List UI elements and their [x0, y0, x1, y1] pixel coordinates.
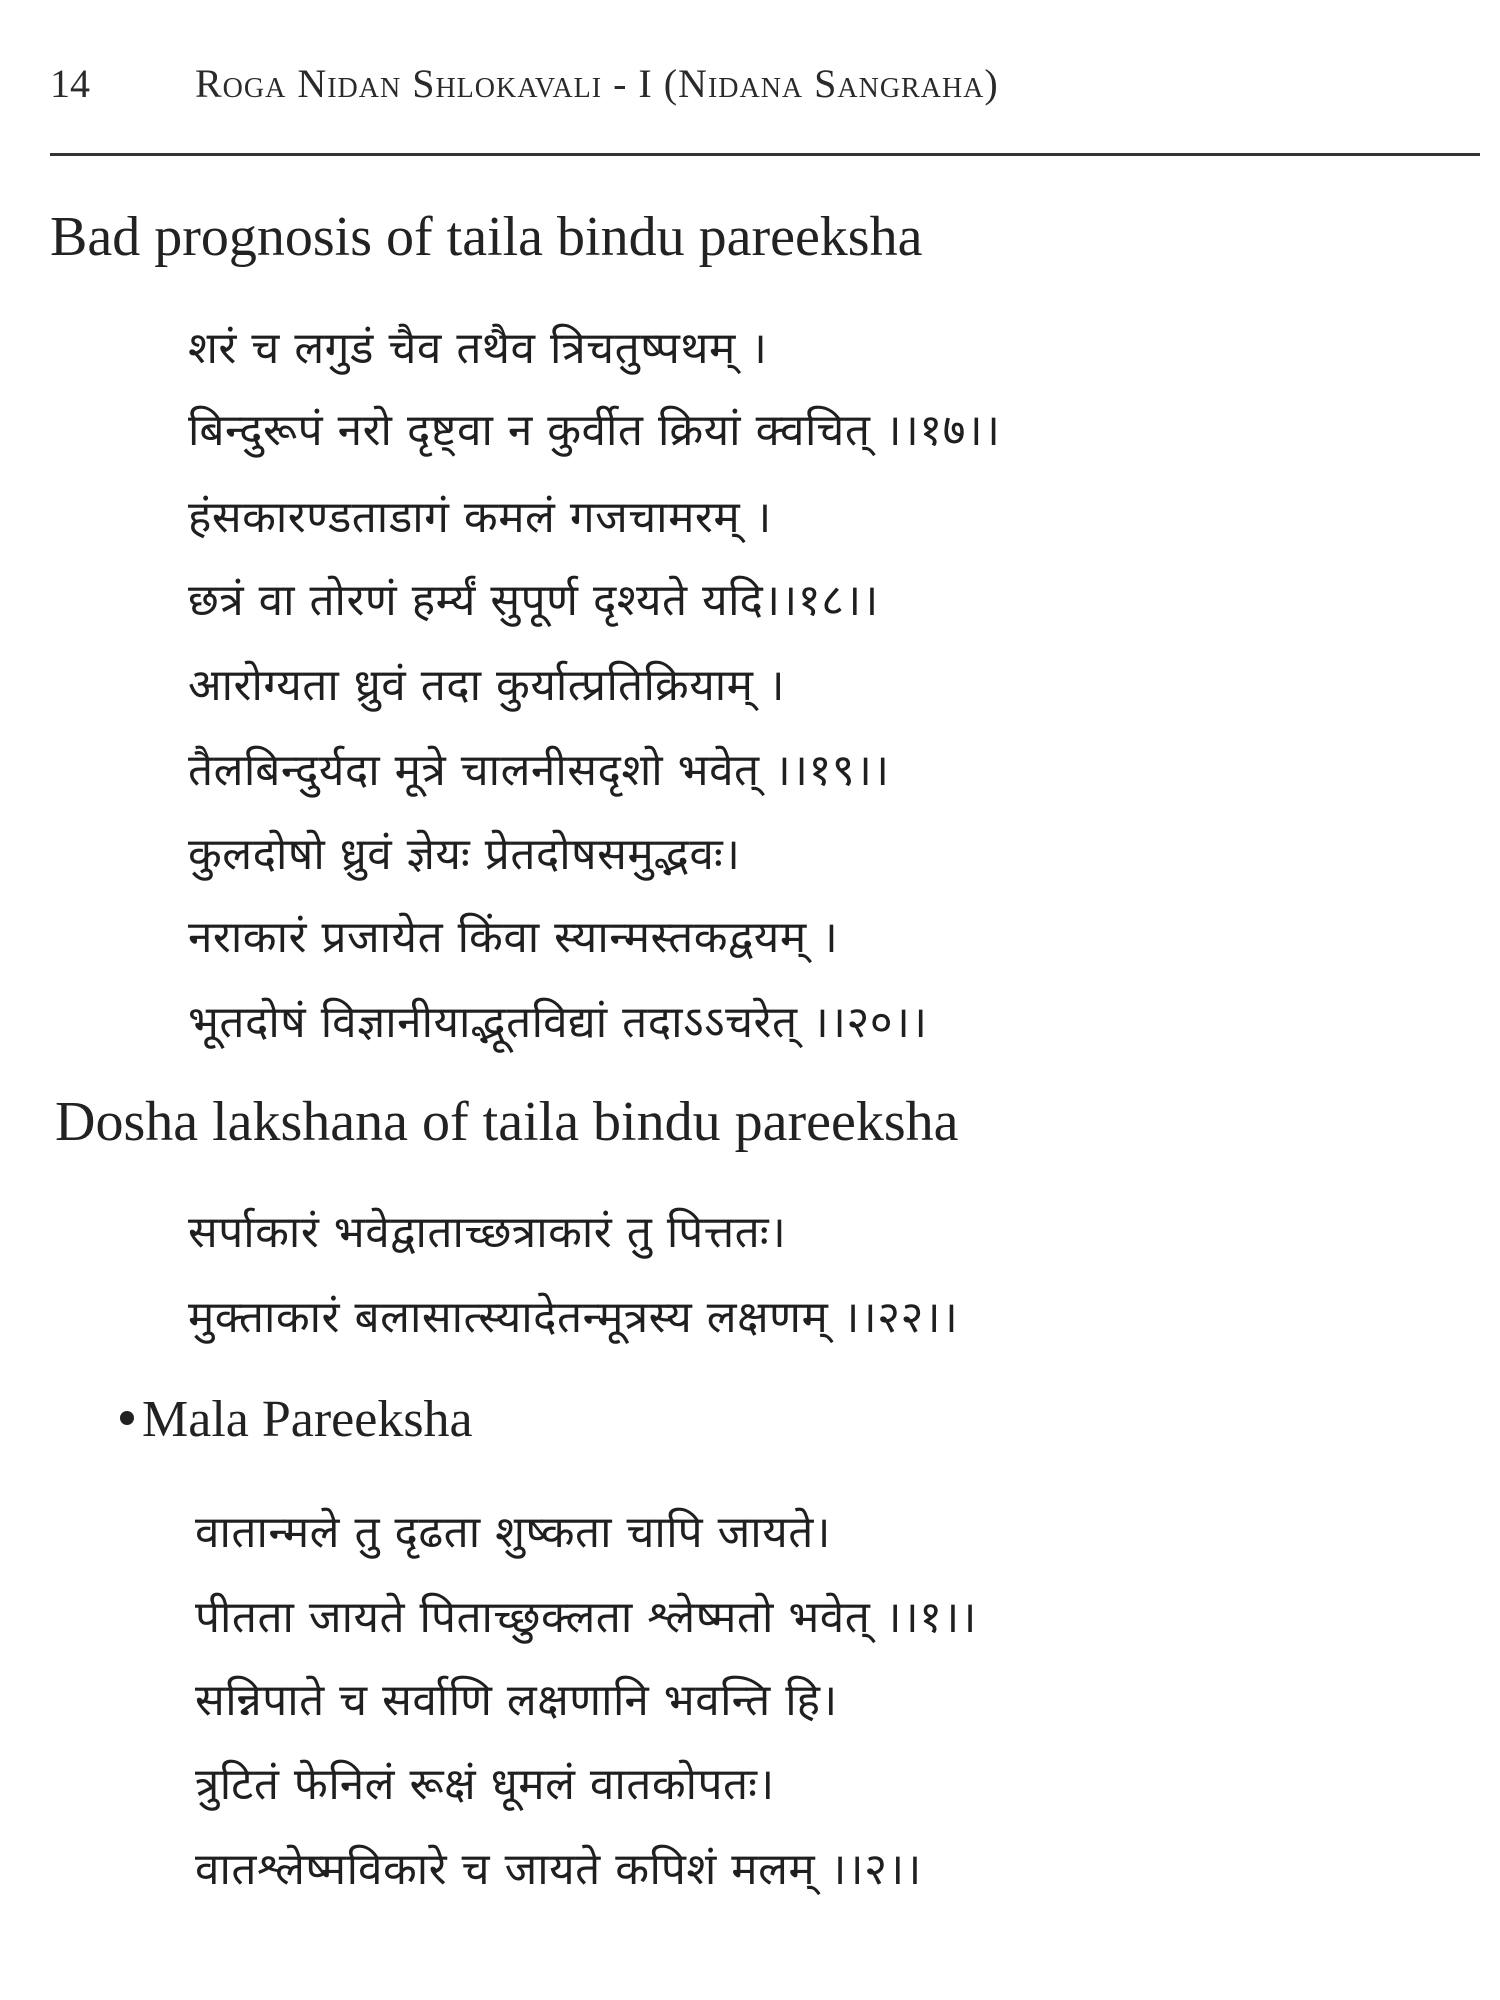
subsection-heading-text: Mala Pareeksha — [142, 1391, 473, 1448]
subsection-heading-mala-pareeksha — [120, 1390, 473, 1449]
verse-line: वातान्मले तु दृढता शुष्कता चापि जायते। — [195, 1507, 831, 1558]
bullet-icon — [120, 1411, 134, 1425]
verse-line: मुक्ताकारं बलासात्स्यादेतन्मूत्रस्य लक्षणम् ।।२२।। — [188, 1292, 959, 1343]
page-number: 14 — [50, 61, 90, 106]
section-heading-dosha-lakshana: Dosha lakshana of taila bindu pareeksha — [55, 1091, 959, 1153]
verse-line: त्रुटितं फेनिलं रूक्षं धूमलं वातकोपतः। — [195, 1759, 775, 1810]
verse-line: बिन्दुरूपं नरो दृष्ट्वा न कुर्वीत क्रियां क्वचित् ।।१७।। — [188, 405, 1001, 456]
page-header — [50, 50, 1470, 120]
verse-line: कुलदोषो ध्रुवं ज्ञेयः प्रेतदोषसमुद्भवः। — [188, 829, 741, 880]
verse-line: पीतता जायते पिताच्छुक्लता श्लेष्मतो भवेत् ।।१।। — [195, 1592, 977, 1643]
verse-line: नराकारं प्रजायेत किंवा स्यान्मस्तकद्वयम् । — [188, 912, 839, 963]
header-rule — [50, 153, 1480, 156]
verse-line: छत्रं वा तोरणं हर्म्यं सुपूर्ण दृश्यते यदि।।१८।। — [188, 575, 879, 626]
running-title: Roga Nidan Shlokavali - I (Nidana Sangraha) — [195, 61, 999, 106]
verse-line: सन्निपाते च सर्वाणि लक्षणानि भवन्ति हि। — [195, 1675, 838, 1726]
verse-line: भूतदोषं विज्ञानीयाद्भूतविद्यां तदाऽऽचरेत् ।।२०।। — [188, 997, 928, 1048]
verse-line: तैलबिन्दुर्यदा मूत्रे चालनीसदृशो भवेत् ।।१९।। — [188, 745, 890, 796]
verse-line: हंसकारण्डताडागं कमलं गजचामरम् । — [188, 492, 772, 543]
verse-line: सर्पाकारं भवेद्वाताच्छत्राकारं तु पित्ततः। — [188, 1207, 787, 1258]
verse-line: आरोग्यता ध्रुवं तदा कुर्यात्प्रतिक्रियाम् । — [188, 660, 786, 711]
verse-line: शरं च लगुडं चैव तथैव त्रिचतुष्पथम् । — [188, 323, 768, 374]
verse-line: वातश्लेष्मविकारे च जायते कपिशं मलम् ।।२।। — [195, 1844, 922, 1895]
section-heading-bad-prognosis: Bad prognosis of taila bindu pareeksha — [50, 206, 923, 268]
